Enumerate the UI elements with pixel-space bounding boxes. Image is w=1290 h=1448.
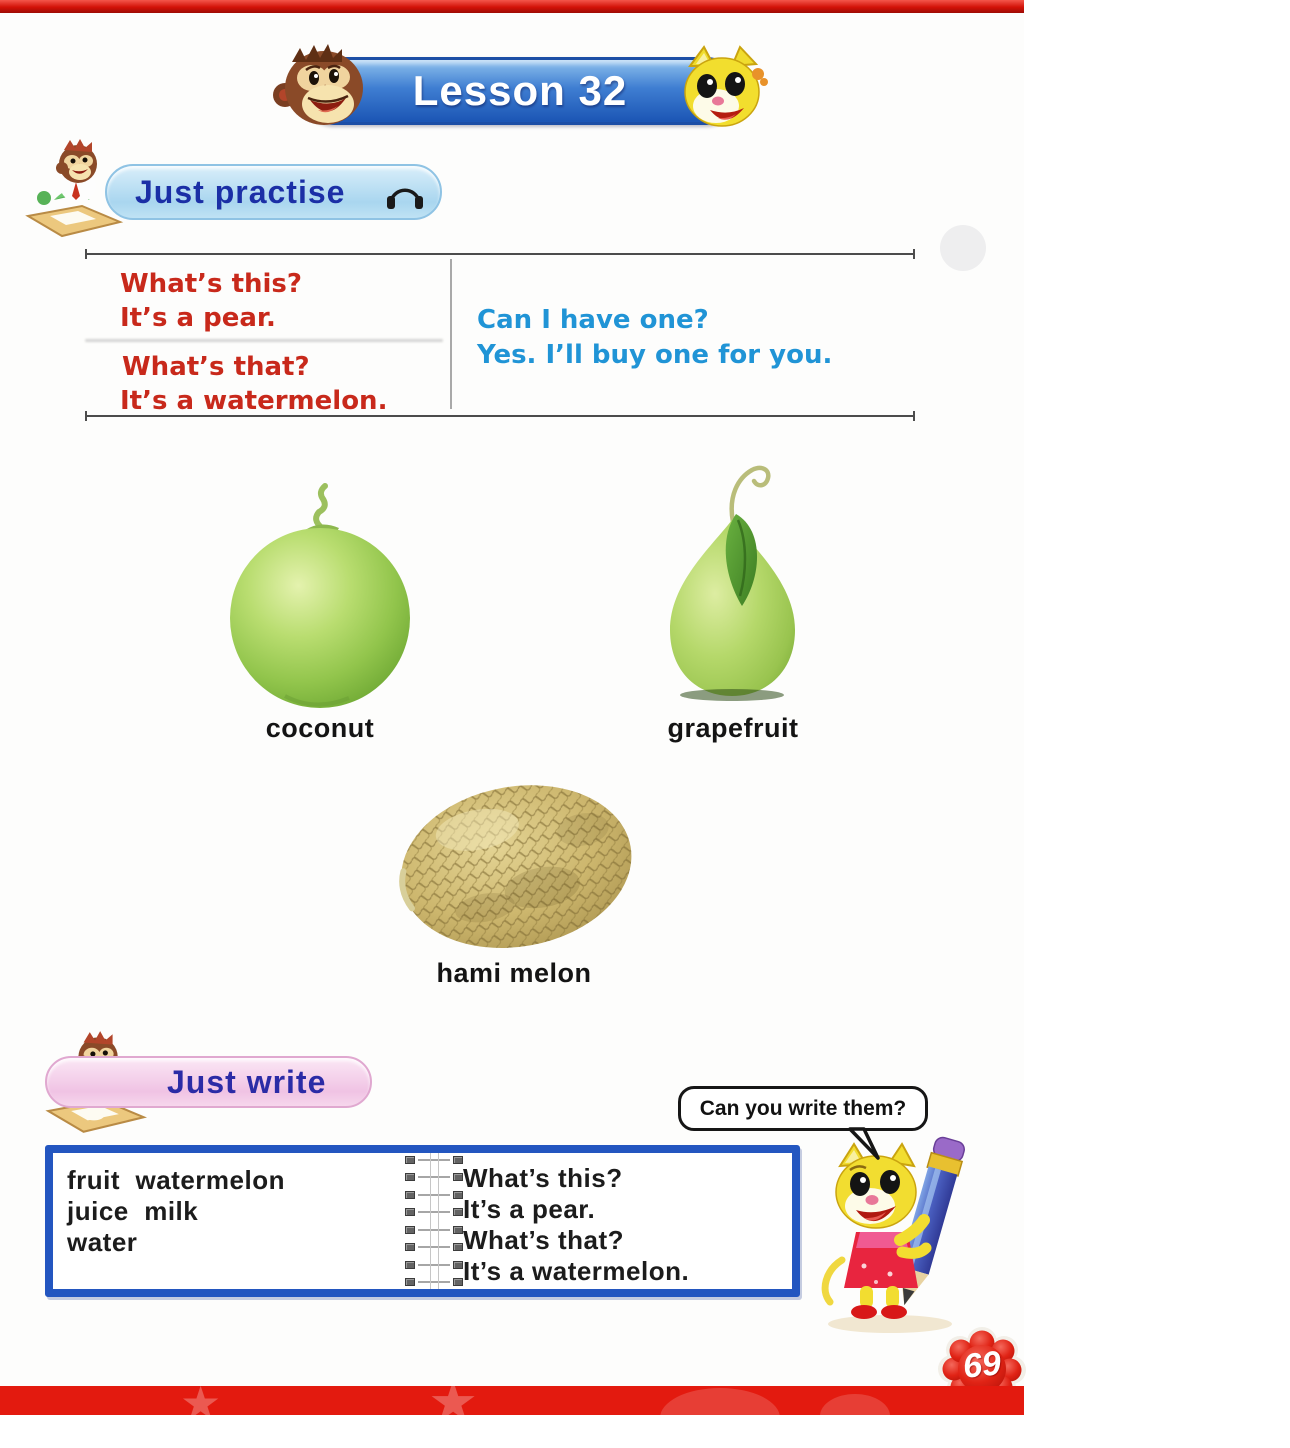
- page-number: 69: [961, 1344, 1003, 1386]
- coconut-label: coconut: [265, 713, 375, 743]
- dialogue-table: [85, 253, 915, 417]
- word-line: water: [67, 1227, 138, 1257]
- dialogue-line: It’s a watermelon.: [120, 386, 388, 416]
- monkey-head-icon: [270, 40, 372, 134]
- star-decoration: ★: [180, 1377, 222, 1429]
- dialogue-top-rule: [85, 253, 915, 255]
- sentence-line: It’s a pear.: [463, 1194, 596, 1224]
- coconut-photo: [225, 460, 415, 710]
- sentence-line: What’s that?: [463, 1225, 625, 1255]
- just-write-banner: [45, 1056, 372, 1108]
- word-list: [67, 1165, 285, 1258]
- hami-melon-label: hami melon: [436, 958, 592, 988]
- star-decoration: ★: [428, 1370, 479, 1433]
- bottom-red-bar: [0, 1370, 1094, 1433]
- dialogue-line: Can I have one?: [477, 305, 709, 335]
- write-box: [45, 1145, 800, 1297]
- hami-melon-photo: [388, 772, 640, 958]
- cat-head-icon: [674, 44, 770, 130]
- circle-decoration: [820, 1394, 890, 1438]
- just-practise-banner: [105, 164, 442, 220]
- sentence-line: What’s this?: [463, 1163, 623, 1193]
- grapefruit-photo: [640, 448, 825, 710]
- grapefruit-label: grapefruit: [667, 713, 799, 743]
- dialogue-line: Yes. I’ll buy one for you.: [477, 340, 833, 370]
- just-write-label: Just write: [167, 1064, 327, 1100]
- dialogue-line: What’s this?: [120, 269, 302, 299]
- just-practise-label: Just practise: [135, 174, 346, 210]
- sentence-list: [463, 1163, 689, 1287]
- sentence-line: It’s a watermelon.: [463, 1256, 690, 1286]
- headphones-icon: [384, 177, 426, 211]
- dialogue-row-divider: [85, 339, 443, 342]
- circle-decoration: [1200, 1386, 1290, 1442]
- lesson-title: Lesson 32: [412, 67, 628, 114]
- dialogue-column-divider: [450, 259, 452, 409]
- speech-bubble-tail: [848, 1128, 890, 1162]
- top-red-bar: [0, 0, 1024, 13]
- circle-decoration: [660, 1388, 780, 1448]
- word-line: fruit watermelon: [67, 1165, 285, 1195]
- cat-with-pencil-mascot: [812, 1140, 977, 1338]
- star-decoration: ★: [1052, 1375, 1094, 1427]
- spiral-binding: [405, 1155, 463, 1287]
- paper-watermark: [940, 225, 986, 271]
- dialogue-line: What’s that?: [122, 352, 310, 382]
- speech-bubble: Can you write them?: [678, 1086, 928, 1131]
- word-line: juice milk: [67, 1196, 199, 1226]
- dialogue-line: It’s a pear.: [120, 303, 276, 333]
